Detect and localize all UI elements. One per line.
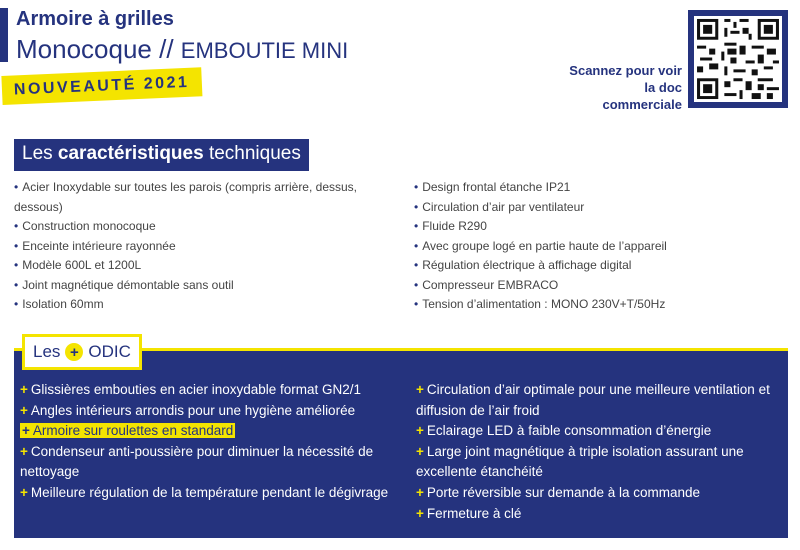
bullet-icon: •: [14, 219, 19, 233]
specs-title-bold: caractéristiques: [57, 143, 204, 164]
spec-item: • Acier Inoxydable sur toutes les parois (compris arrière, dessus, dessous): [14, 180, 358, 214]
product-title: [16, 34, 348, 65]
bullet-icon: •: [14, 258, 19, 272]
plus-icon: +: [416, 423, 424, 439]
spec-item: • Enceinte intérieure rayonnée: [14, 238, 176, 253]
odic-label-suffix: ODIC: [88, 342, 131, 361]
plus-icon: +: [416, 382, 424, 397]
specs-title-suffix: techniques: [208, 143, 301, 164]
bullet-icon: •: [414, 258, 419, 272]
advantage-item: + Large joint magnétique à triple isolation assurant une excellente étanchéité: [416, 443, 744, 480]
spec-item: • Circulation d’air par ventilateur: [414, 199, 585, 214]
advantage-item: + Fermeture à clé: [416, 505, 522, 521]
specs-section-title: [14, 139, 309, 171]
odic-label-prefix: Les: [33, 342, 61, 361]
qr-code-pattern: [694, 16, 782, 102]
specs-list-right: [414, 178, 794, 315]
plus-icon: +: [416, 443, 424, 459]
advantage-item: + Condenseur anti-poussière pour diminuer la nécessité de nettoyage: [20, 443, 374, 480]
spec-item: • Compresseur EMBRACO: [414, 277, 559, 292]
advantage-item: [20, 421, 390, 442]
spec-item: • Design frontal étanche IP21: [414, 180, 571, 194]
spec-item: • Isolation 60mm: [14, 297, 104, 311]
spec-item: • Construction monocoque: [14, 219, 156, 233]
bullet-icon: •: [414, 238, 419, 253]
advantages-list-right: [416, 380, 786, 524]
spec-item: • Fluide R290: [414, 219, 487, 233]
specs-list-left: [14, 178, 384, 315]
plus-icon: +: [22, 423, 30, 439]
advantage-item: + Glissières embouties en acier inoxydable format GN2/1: [20, 382, 362, 397]
plus-icon: +: [416, 505, 424, 521]
advantages-list-left: [20, 380, 390, 504]
plus-circle-icon: +: [65, 343, 83, 361]
product-title-main: Monocoque //: [16, 34, 174, 64]
spec-item: • Tension d’alimentation : MONO 230V+T/50Hz: [414, 297, 666, 311]
advantage-item: + Circulation d’air optimale pour une meilleure ventilation et diffusion de l’air froid: [416, 382, 770, 418]
highlighted-advantage: + Armoire sur roulettes en standard: [22, 423, 234, 439]
specs-title-prefix: Les: [22, 143, 53, 164]
scan-instruction: Scannez pour voir la doc commerciale: [569, 63, 682, 112]
plus-icon: +: [20, 382, 28, 397]
bullet-icon: •: [14, 238, 19, 253]
advantage-item: + Angles intérieurs arrondis pour une hygiène améliorée: [20, 402, 356, 418]
bullet-icon: •: [14, 277, 19, 292]
bullet-icon: •: [14, 297, 19, 311]
bullet-icon: •: [414, 180, 419, 194]
bullet-icon: •: [414, 219, 419, 233]
spec-item: • Modèle 600L et 1200L: [14, 258, 142, 272]
spec-item: • Joint magnétique démontable sans outil: [14, 277, 234, 292]
plus-icon: +: [20, 443, 28, 459]
bullet-icon: •: [414, 199, 419, 214]
product-category: Armoire à grilles: [16, 8, 174, 30]
bullet-icon: •: [414, 277, 419, 292]
qr-code-icon[interactable]: [688, 10, 788, 108]
new-badge-text: NOUVEAUTÉ 2021: [13, 73, 190, 99]
bullet-icon: •: [414, 297, 419, 311]
advantage-item: + Porte réversible sur demande à la commande: [416, 484, 701, 500]
bullet-icon: •: [14, 180, 19, 194]
plus-icon: +: [416, 484, 424, 500]
new-badge: [1, 67, 202, 105]
title-accent-bar: [0, 8, 8, 62]
plus-icon: +: [20, 402, 28, 418]
product-title-sub: EMBOUTIE MINI: [180, 38, 349, 63]
advantage-item: + Meilleure régulation de la température pendant le dégivrage: [20, 484, 389, 500]
advantage-item: + Eclairage LED à faible consommation d’énergie: [416, 423, 712, 439]
spec-item: • Régulation électrique à affichage digital: [414, 258, 632, 272]
plus-icon: +: [20, 484, 28, 500]
odic-section-label: [22, 334, 142, 370]
spec-item: • Avec groupe logé en partie haute de l’appareil: [414, 238, 667, 253]
